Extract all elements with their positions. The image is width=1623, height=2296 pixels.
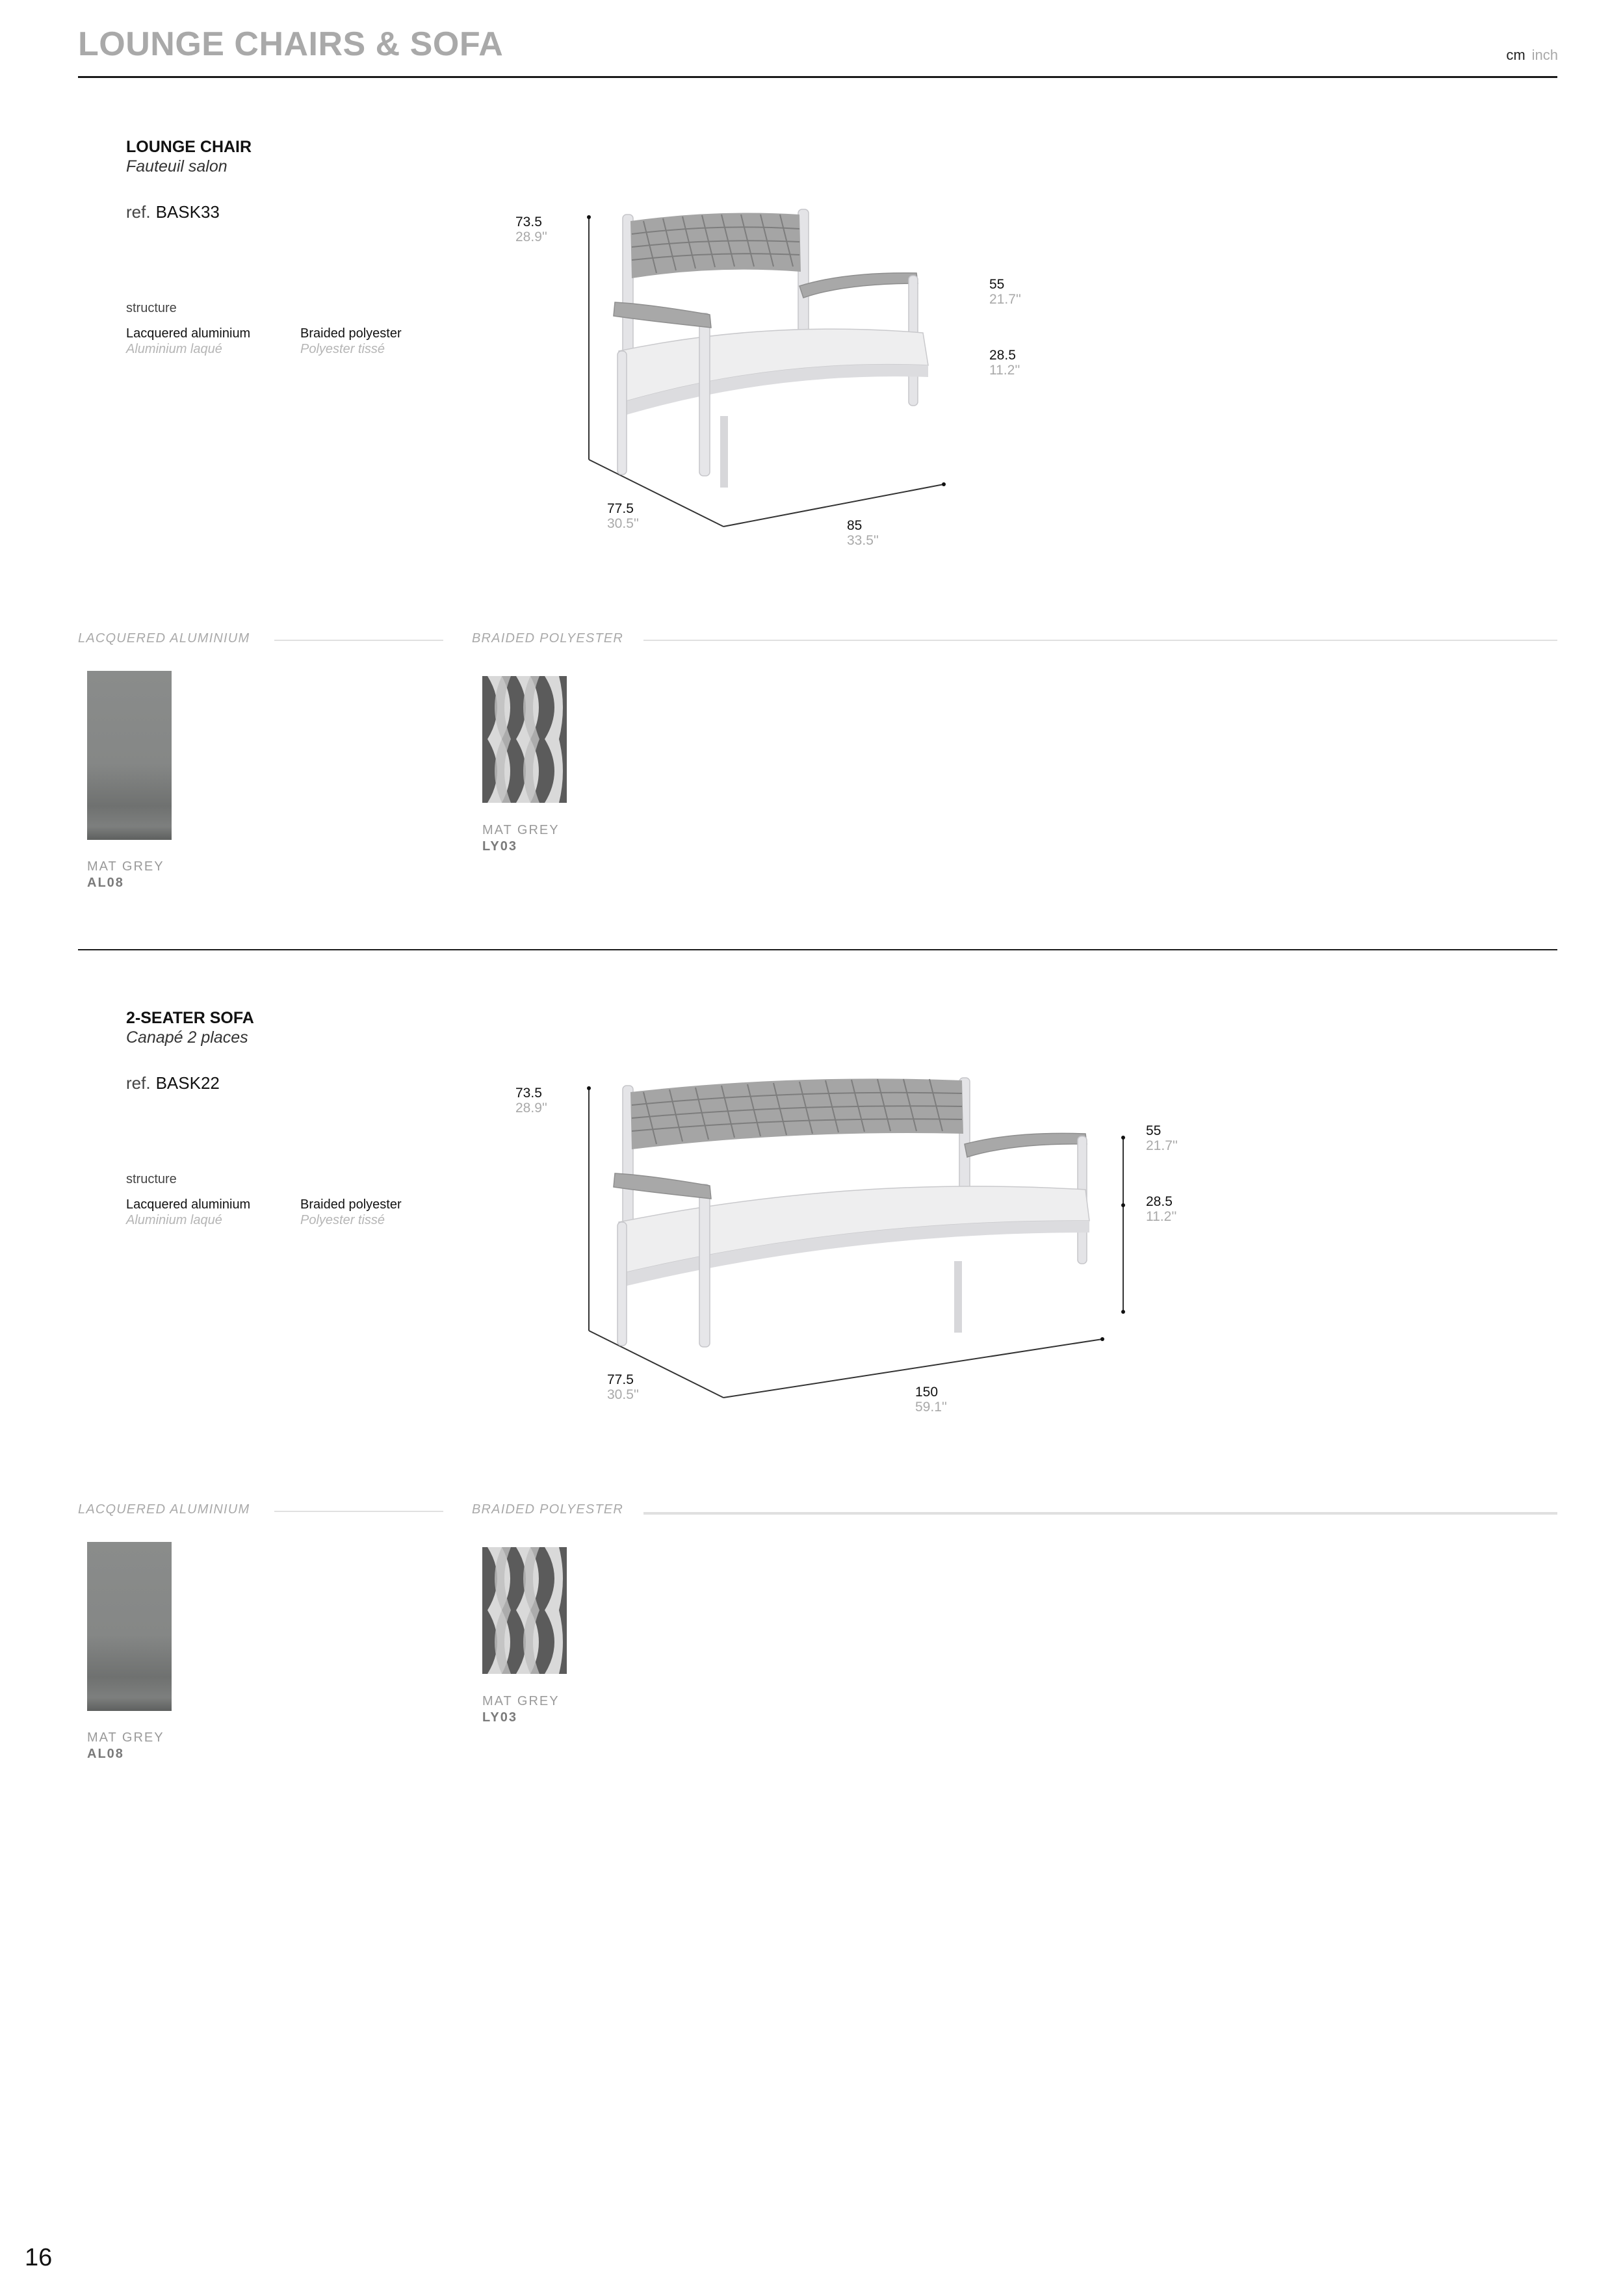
unit-inch[interactable]: inch xyxy=(1531,47,1558,63)
finish-code: AL08 xyxy=(87,876,124,890)
product-ref xyxy=(126,1073,220,1093)
material-name: Lacquered aluminium xyxy=(126,1197,251,1212)
finish-section-heading: LACQUERED ALUMINIUM xyxy=(78,1502,250,1517)
page-title: LOUNGE CHAIRS & SOFA xyxy=(78,25,504,63)
finish-section-heading: BRAIDED POLYESTER xyxy=(472,631,624,646)
material-name-fr: Polyester tissé xyxy=(300,342,385,356)
dim-height: 73.5 28.9'' xyxy=(515,215,547,244)
material-name-fr: Polyester tissé xyxy=(300,1213,385,1227)
structure-label: structure xyxy=(126,1172,177,1186)
material-name: Braided polyester xyxy=(300,326,402,341)
product-subtitle: Fauteuil salon xyxy=(126,157,227,176)
finish-code: LY03 xyxy=(482,1710,517,1725)
section-divider xyxy=(274,1511,443,1512)
finish-code: AL08 xyxy=(87,1747,124,1761)
finish-name: MAT GREY xyxy=(87,1730,164,1745)
page-number: 16 xyxy=(25,2244,53,2271)
sofa-illustration xyxy=(572,1066,1144,1404)
dim-height: 73.5 28.9'' xyxy=(515,1086,547,1115)
dim-width: 85 33.5'' xyxy=(847,518,879,548)
product-ref xyxy=(126,202,220,222)
product-divider xyxy=(78,949,1557,950)
dim-seat-height: 28.5 11.2'' xyxy=(989,348,1020,378)
dim-arm-height: 55 21.7'' xyxy=(1146,1123,1178,1153)
ref-code: BASK33 xyxy=(155,202,220,222)
lounge-chair-illustration xyxy=(572,195,962,533)
section-divider xyxy=(643,640,1557,641)
material-name: Lacquered aluminium xyxy=(126,326,251,341)
material-name-fr: Aluminium laqué xyxy=(126,1213,222,1227)
section-divider xyxy=(274,640,443,641)
material-name-fr: Aluminium laqué xyxy=(126,342,222,356)
finish-swatch-aluminium[interactable] xyxy=(87,671,172,840)
finish-code: LY03 xyxy=(482,839,517,854)
product-subtitle: Canapé 2 places xyxy=(126,1028,248,1047)
section-divider xyxy=(643,1512,1557,1515)
dim-arm-height: 55 21.7'' xyxy=(989,277,1021,307)
product-name: 2-SEATER SOFA xyxy=(126,1009,254,1027)
finish-swatch-aluminium[interactable] xyxy=(87,1542,172,1711)
material-name: Braided polyester xyxy=(300,1197,402,1212)
ref-label: ref. xyxy=(126,1073,151,1093)
finish-section-heading: BRAIDED POLYESTER xyxy=(472,1502,624,1517)
dim-width: 150 59.1'' xyxy=(915,1385,947,1415)
ref-code: BASK22 xyxy=(155,1073,220,1093)
ref-label: ref. xyxy=(126,202,151,222)
finish-name: MAT GREY xyxy=(482,823,560,837)
dim-seat-height: 28.5 11.2'' xyxy=(1146,1194,1177,1224)
finish-swatch-braided-polyester[interactable] xyxy=(482,1547,567,1674)
unit-cm[interactable]: cm xyxy=(1506,47,1526,63)
product-name: LOUNGE CHAIR xyxy=(126,138,252,156)
structure-label: structure xyxy=(126,301,177,315)
finish-name: MAT GREY xyxy=(87,859,164,874)
header-divider xyxy=(78,76,1557,78)
finish-section-heading: LACQUERED ALUMINIUM xyxy=(78,631,250,646)
unit-toggle xyxy=(1506,47,1558,64)
finish-name: MAT GREY xyxy=(482,1694,560,1708)
dim-depth: 77.5 30.5'' xyxy=(607,1372,639,1402)
finish-swatch-braided-polyester[interactable] xyxy=(482,676,567,803)
dim-depth: 77.5 30.5'' xyxy=(607,501,639,531)
